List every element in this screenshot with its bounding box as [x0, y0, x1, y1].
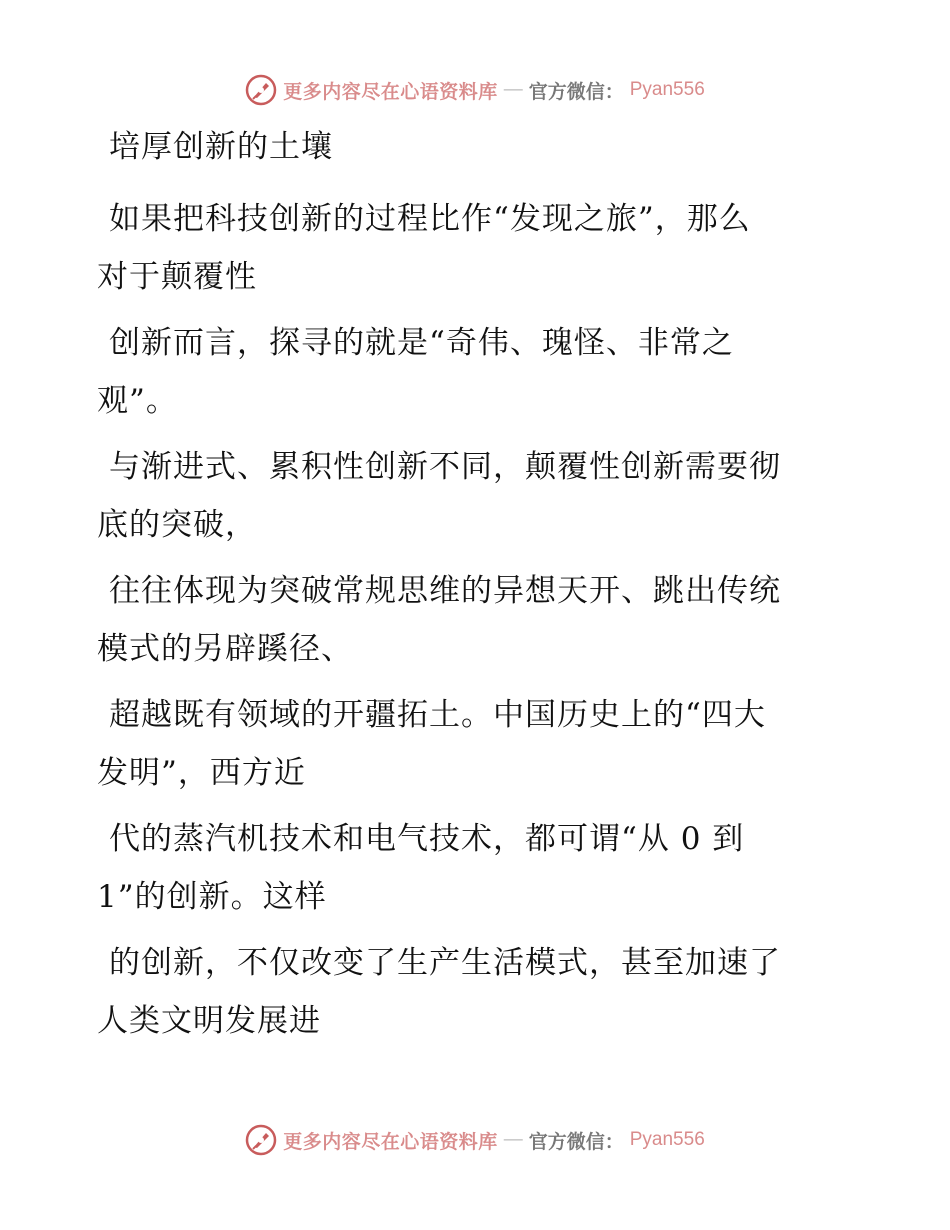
article-title: [97, 118, 837, 176]
header-dash: —: [503, 79, 523, 100]
paragraph-line: 发明”，西方近: [97, 755, 306, 791]
header-banner: [245, 74, 705, 106]
footer-wechat-id: Pyan556: [629, 1129, 705, 1150]
paragraph-line: 1”的创新。这样: [97, 879, 327, 915]
paragraph-line: 往往体现为突破常规思维的异想天开、跳出传统: [109, 573, 781, 609]
paragraph-line: 模式的另辟蹊径、: [97, 631, 353, 667]
paragraph-line: 底的突破，: [97, 507, 257, 543]
paragraph-7: [97, 934, 837, 1050]
paragraph-line: 的创新，不仅改变了生产生活模式，甚至加速了: [109, 945, 781, 981]
paragraph-1: [97, 190, 837, 306]
header-official-label: 官方微信：: [528, 80, 624, 103]
paragraph-line: 创新而言，探寻的就是“奇伟、瑰怪、非常之: [109, 325, 734, 361]
paragraph-4: [97, 562, 837, 678]
paragraph-line: 超越既有领域的开疆拓土。中国历史上的“四大: [109, 697, 766, 733]
paragraph-6: [97, 810, 837, 926]
paragraph-2: [97, 314, 837, 430]
paragraph-line: 与渐进式、累积性创新不同，颠覆性创新需要彻: [109, 449, 781, 485]
page-header: [0, 70, 950, 110]
article-body: [97, 118, 837, 1050]
paragraph-line: 观”。: [97, 383, 178, 419]
header-wechat-id: Pyan556: [629, 79, 705, 100]
article-title-text: 培厚创新的土壤: [109, 129, 333, 165]
quill-logo-icon: [245, 1124, 277, 1156]
paragraph-line: 对于颠覆性: [97, 259, 257, 295]
footer-banner: [245, 1124, 705, 1156]
header-site-text: 更多内容尽在心语资料库: [283, 80, 498, 103]
page-footer: [0, 1120, 950, 1160]
quill-logo-icon: [245, 74, 277, 106]
paragraph-line: 代的蒸汽机技术和电气技术，都可谓“从 0 到: [109, 821, 745, 857]
paragraph-5: [97, 686, 837, 802]
paragraph-line: 人类文明发展进: [97, 1003, 321, 1039]
paragraph-line: 如果把科技创新的过程比作“发现之旅”，那么: [109, 201, 751, 237]
paragraph-3: [97, 438, 837, 554]
footer-official-label: 官方微信：: [528, 1130, 624, 1153]
footer-site-text: 更多内容尽在心语资料库: [283, 1130, 498, 1153]
footer-dash: —: [503, 1129, 523, 1150]
